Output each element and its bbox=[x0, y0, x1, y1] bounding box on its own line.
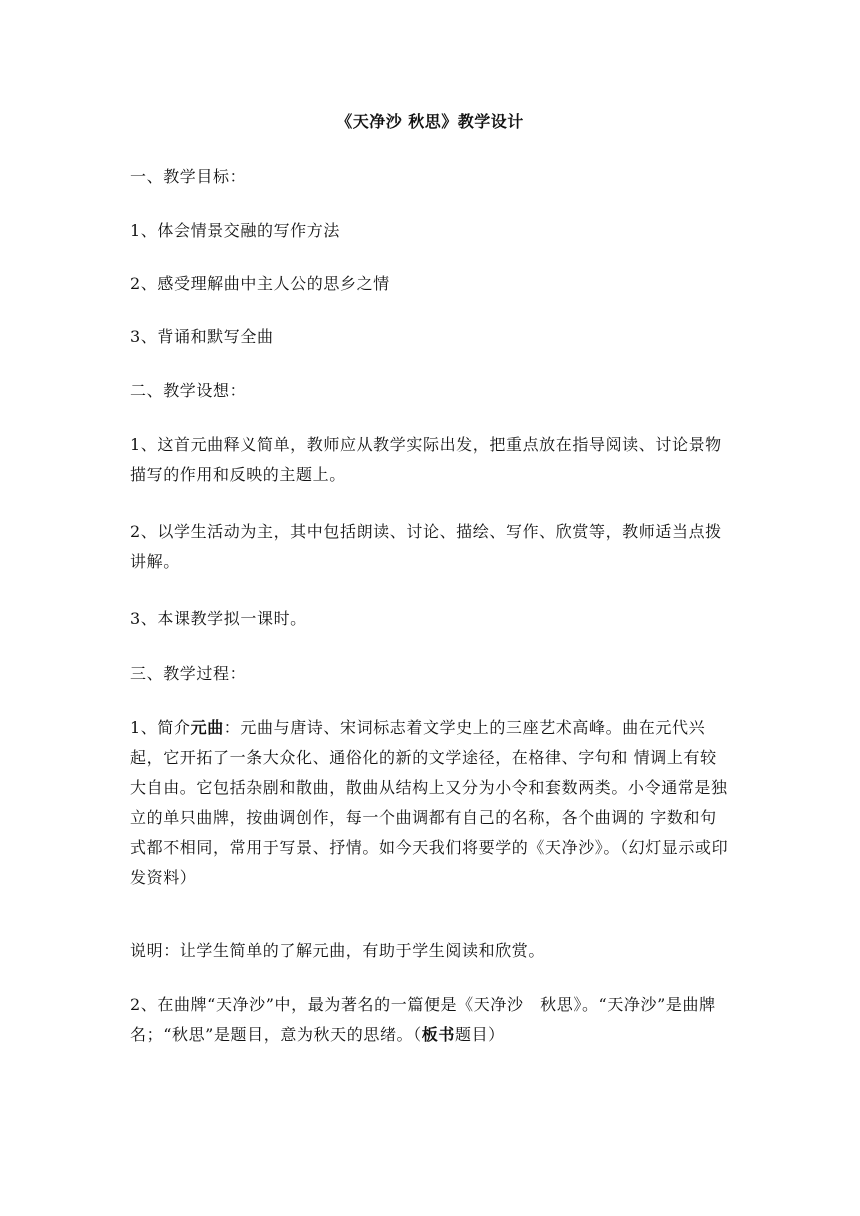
process-item-1-text: ：元曲与唐诗、宋词标志着文学史上的三座艺术高峰。曲在元代兴起，它开拓了一条大众化、通俗化的新的文学途径，在格律、字句和 情调上有较大自由。它包括杂剧和散曲，散曲从结构上又分为小令和套数两类。小令通常是独立的单只曲牌，按曲调创作，每一个曲调都有自己的名称，各个曲调的 字数和句式都不相同，常用于写景、抒情。如今天我们将要学的《天净沙》。（幻灯显示或印发资料） bbox=[130, 718, 729, 887]
idea-item-1: 1、这首元曲释义简单，教师应从教学实际出发，把重点放在指导阅读、讨论景物描写的作用和反映的主题上。 bbox=[130, 435, 722, 484]
process-item-1-prefix: 1、简介 bbox=[130, 718, 191, 737]
section-heading-ideas: 二、教学设想： bbox=[130, 381, 247, 400]
idea-item-2: 2、以学生活动为主，其中包括朗读、讨论、描绘、写作、欣赏等，教师适当点拨讲解。 bbox=[130, 522, 722, 571]
section-heading-goals: 一、教学目标： bbox=[130, 167, 247, 186]
process-item-2 bbox=[130, 990, 730, 1050]
process-item-2-suffix: 题目） bbox=[454, 1025, 505, 1044]
goal-item-1: 1、体会情景交融的写作方法 bbox=[130, 221, 340, 240]
process-item-2-text: 2、在曲牌“天净沙”中，最为著名的一篇便是《天净沙 秋思》。“天净沙”是曲牌名；“秋思”是题目，意为秋天的思绪。（ bbox=[130, 995, 716, 1044]
goal-item-3: 3、背诵和默写全曲 bbox=[130, 327, 274, 346]
note-paragraph: 说明：让学生简单的了解元曲，有助于学生阅读和欣赏。 bbox=[130, 941, 546, 960]
process-item-1-bold: 元曲 bbox=[190, 718, 224, 737]
section-heading-process: 三、教学过程： bbox=[130, 664, 247, 683]
document-title: 《天净沙 秋思》教学设计 bbox=[336, 112, 524, 131]
idea-item-3: 3、本课教学拟一课时。 bbox=[130, 609, 307, 628]
process-item-1 bbox=[130, 713, 730, 893]
goal-item-2: 2、感受理解曲中主人公的思乡之情 bbox=[130, 274, 390, 293]
process-item-2-bold: 板书 bbox=[421, 1025, 455, 1044]
